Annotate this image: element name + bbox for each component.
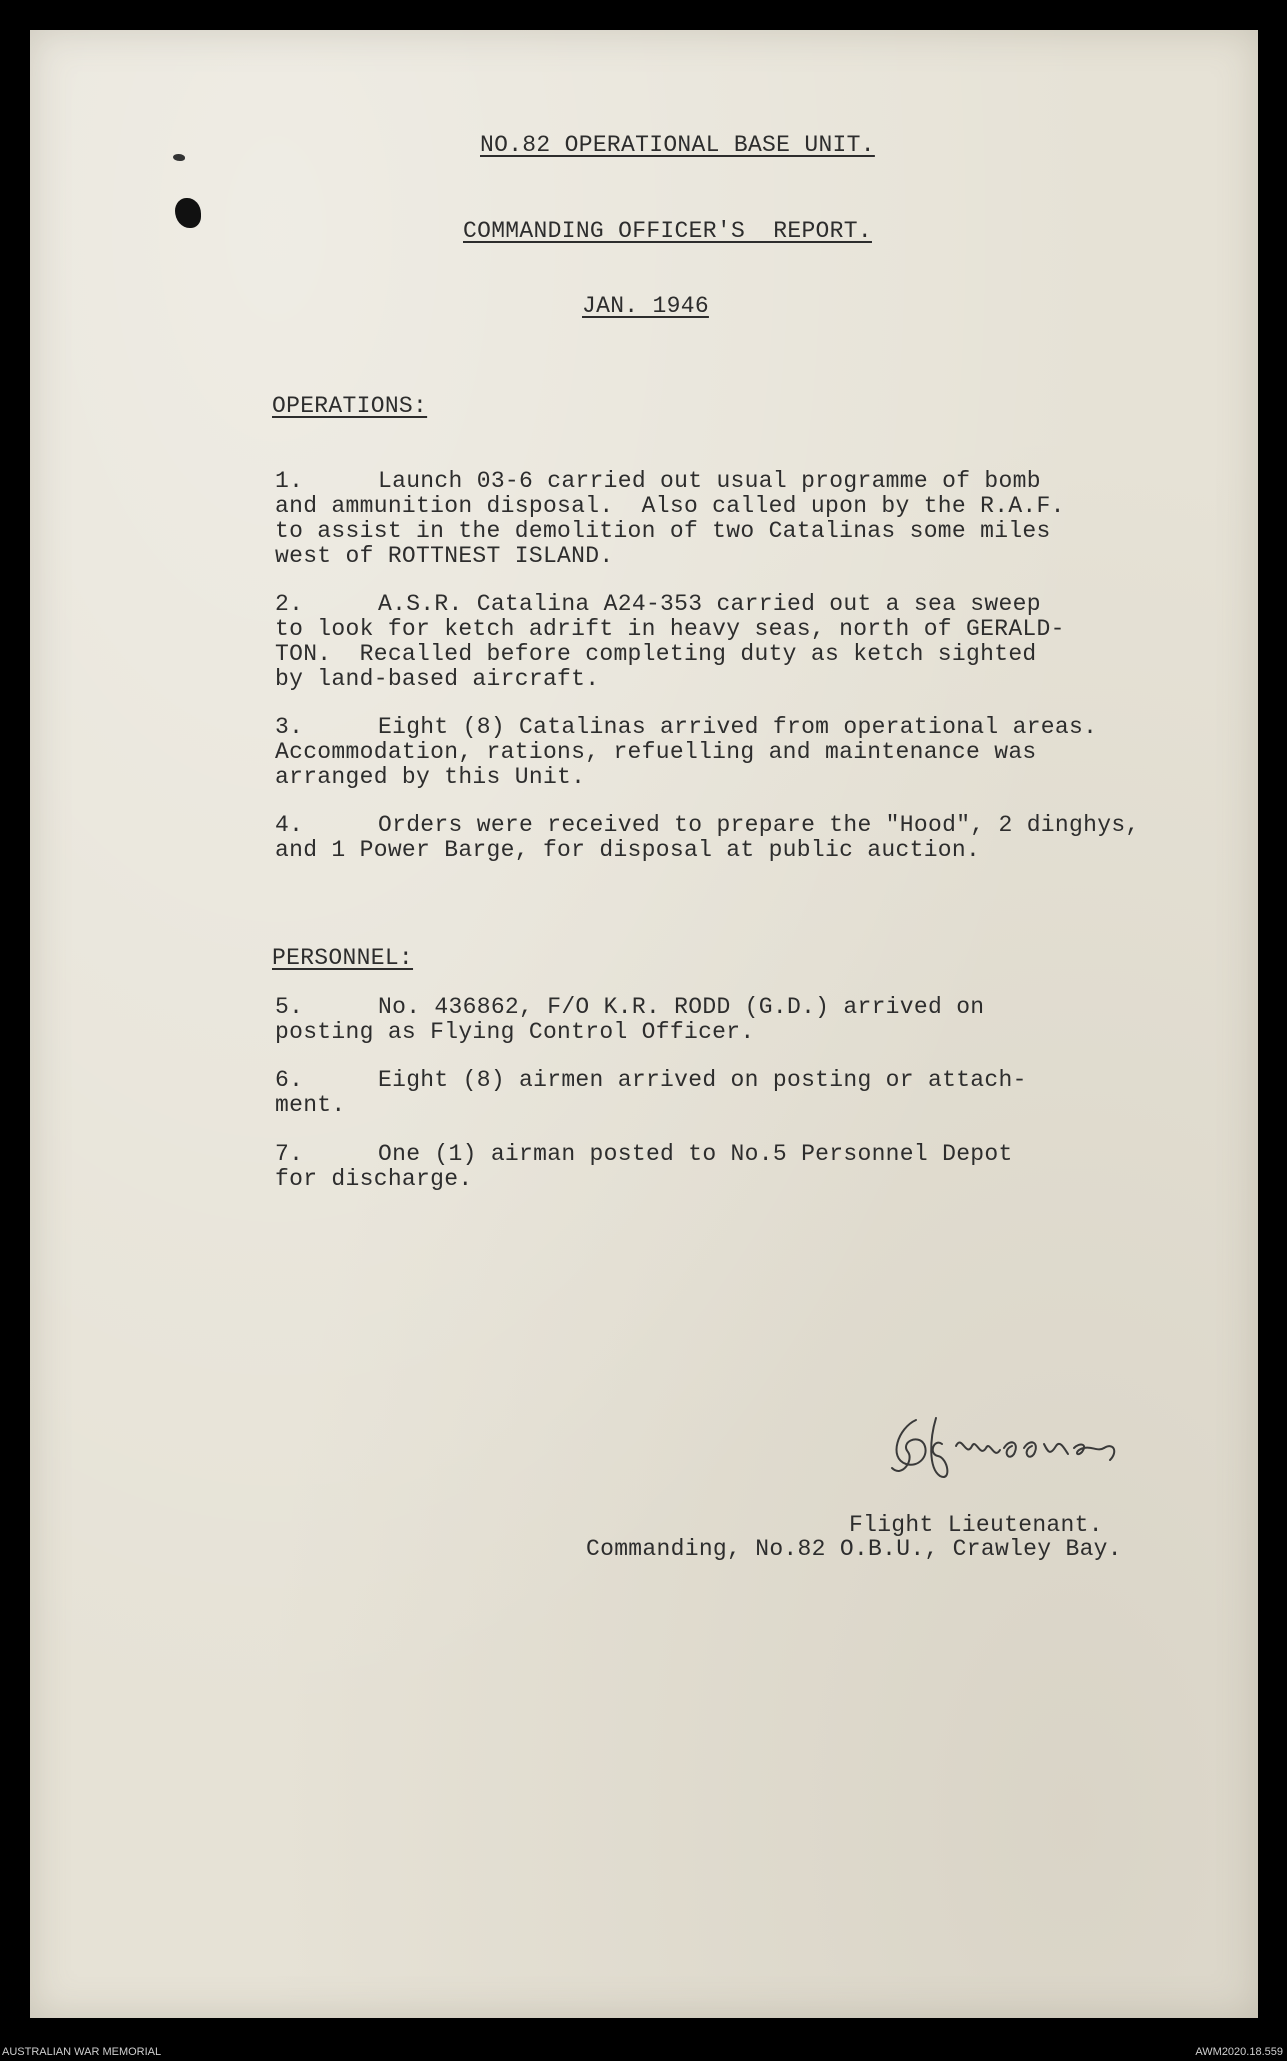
item-line: ment. [275,1092,346,1118]
footer-accession-number: AWM2020.18.559 [1195,2046,1283,2058]
item-number: 3. [275,714,304,740]
item-line: west of ROTTNEST ISLAND. [275,543,614,569]
personnel-heading: PERSONNEL: [272,945,414,971]
operations-item-2 [275,592,1065,692]
item-line: posting as Flying Control Officer. [275,1019,755,1045]
item-number: 1. [275,468,304,494]
item-number: 5. [275,994,304,1020]
item-line: Eight (8) airmen arrived on posting or attach- [378,1067,1027,1093]
item-line: and 1 Power Barge, for disposal at public auction. [275,837,981,863]
item-line: Eight (8) Catalinas arrived from operational areas. [378,714,1098,740]
unit-title: NO.82 OPERATIONAL BASE UNIT. [480,132,875,158]
item-line: TON. Recalled before completing duty as ketch sighted [275,641,1037,667]
item-line: Accommodation, rations, refuelling and maintenance was [275,739,1037,765]
item-number: 2. [275,591,304,617]
item-line: to assist in the demolition of two Catalinas some miles [275,518,1051,544]
item-line: arranged by this Unit. [275,764,586,790]
item-line: by land-based aircraft. [275,666,600,692]
signatory-command: Commanding, No.82 O.B.U., Crawley Bay. [586,1536,1122,1562]
operations-item-1 [275,469,1065,569]
report-title: COMMANDING OFFICER'S REPORT. [463,218,872,244]
punch-hole-icon [175,198,201,228]
personnel-item-5 [275,995,984,1045]
item-line: A.S.R. Catalina A24-353 carried out a sea sweep [378,591,1041,617]
operations-heading: OPERATIONS: [272,393,428,419]
item-line: and ammunition disposal. Also called upon by the R.A.F. [275,493,1065,519]
item-line: One (1) airman posted to No.5 Personnel Depot [378,1141,1013,1167]
operations-item-3 [275,715,1097,790]
item-number: 4. [275,812,304,838]
personnel-item-7 [275,1142,1013,1192]
handwritten-signature [878,1398,1138,1508]
report-date: JAN. 1946 [582,293,709,319]
item-line: for discharge. [275,1166,473,1192]
tear-mark-icon [173,154,185,161]
item-number: 6. [275,1067,304,1093]
item-line: Orders were received to prepare the "Hood", 2 dinghys, [378,812,1140,838]
operations-item-4 [275,813,1140,863]
item-line: No. 436862, F/O K.R. RODD (G.D.) arrived on [378,994,985,1020]
signatory-rank: Flight Lieutenant. [849,1512,1103,1538]
item-number: 7. [275,1141,304,1167]
item-line: to look for ketch adrift in heavy seas, north of GERALD- [275,616,1065,642]
footer-source: AUSTRALIAN WAR MEMORIAL [2,2046,162,2058]
personnel-item-6 [275,1068,1027,1118]
item-line: Launch 03-6 carried out usual programme of bomb [378,468,1041,494]
